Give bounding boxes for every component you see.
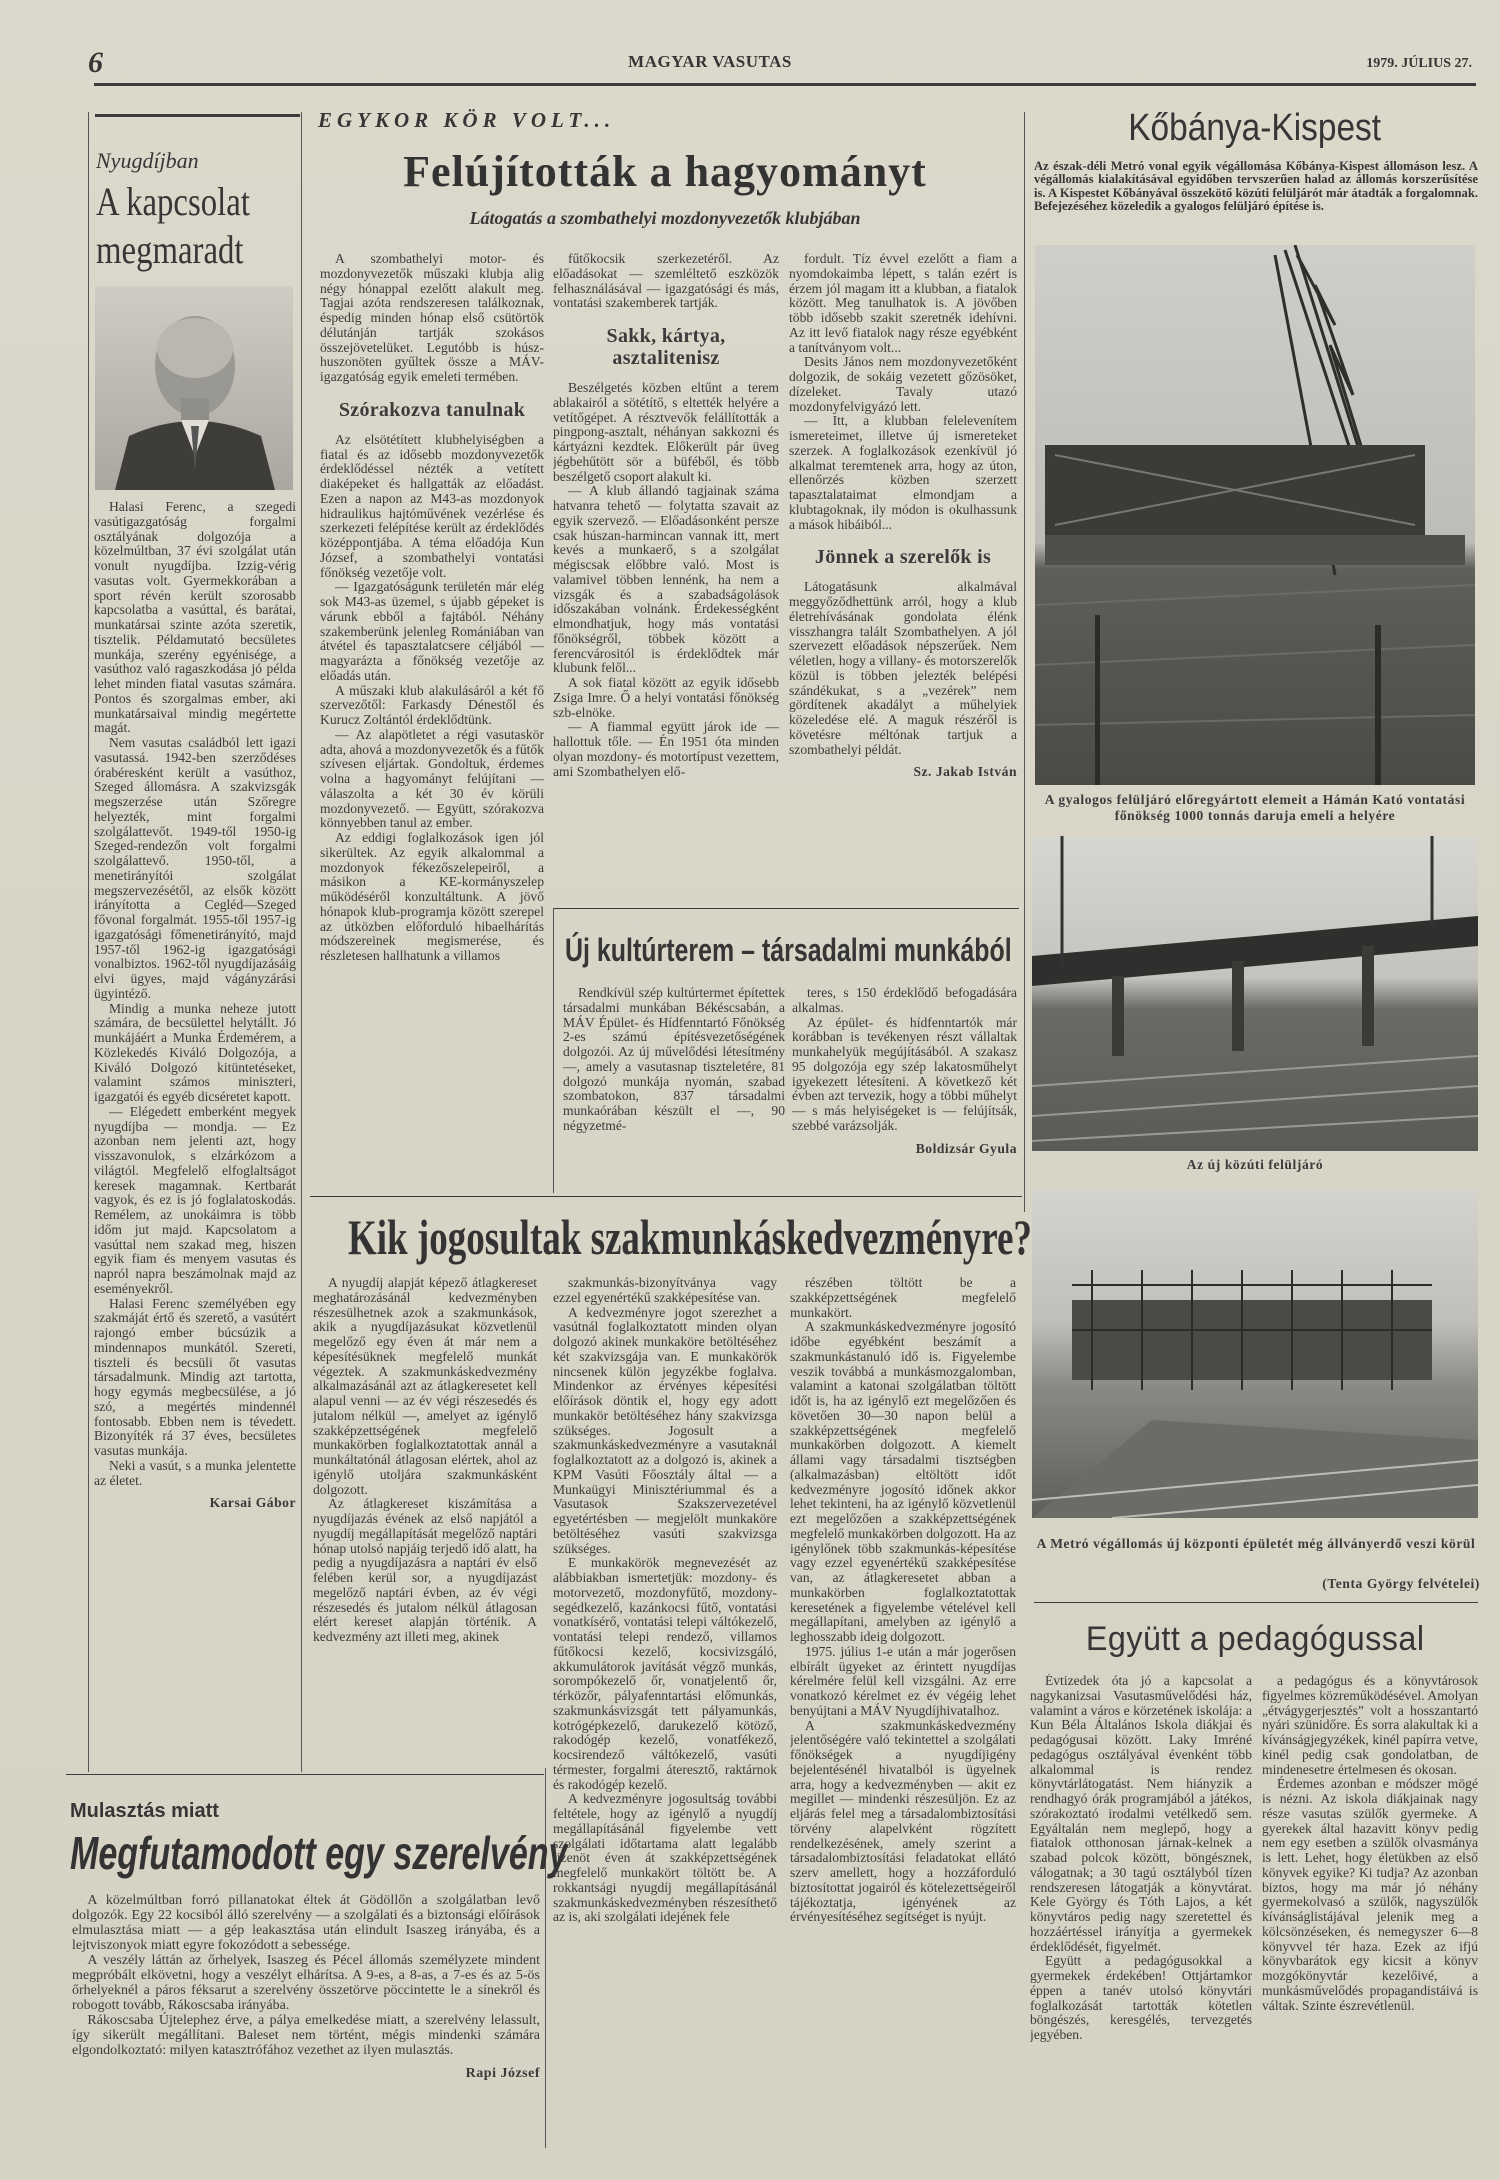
retirement-border-right xyxy=(301,112,302,1772)
portrait-image xyxy=(95,286,293,490)
road-overpass-image xyxy=(1032,836,1478,1151)
road-overpass-caption: Az új közúti felüljáró xyxy=(1186,1157,1324,1172)
skilled-column-divider xyxy=(545,1768,546,2148)
paragraph: a pedagógus és a könyvtárosok figyelmes közreműködésével. Amolyan „étvágygerjesztés” volt a hosszantartó nyári szünidőre. És sorra alakultak ki a kívánságjegyzékek, kinél papírra vetve, kinél pedig csak gondolatban, de mindenesetre értelmesen és okosan. xyxy=(1262,1674,1478,1777)
teachers-column-2 xyxy=(1262,1674,1478,2122)
culture-room-title: Új kultúrterem – társadalmi munkából xyxy=(565,932,1012,968)
paragraph: — A fiammal együtt járok ide — hallottuk tőle. — Én 1951 óta minden olyan mozdony- és motortípust vezettem, ami Szombathelyen elő- xyxy=(553,719,779,779)
runaway-kicker: Mulasztás miatt xyxy=(70,1800,219,1822)
paragraph: Beszélgetés közben eltűnt a terem ablakairól a sötétítő, s eltették helyére a vetítőgépet. A résztvevők felállították a pingpong-asztalt, néhányan sakkozni és kártyázni kezdtek. Előkerült pár üveg jégbehűtött sör a büféből, és több beszélgető csoport alakult ki. xyxy=(553,380,779,484)
paragraph: részében töltött be a szakképzettségének megfelelő munkakört. xyxy=(790,1276,1016,1320)
teachers-column-1 xyxy=(1030,1674,1252,2122)
retirement-body xyxy=(94,500,296,1766)
metro-terminal-image xyxy=(1032,1190,1478,1518)
paragraph: A műszaki klub alakulásáról a két fő szervezőtől: Farkasdy Dénestől és Kurucz Zoltántól érdeklődtünk. xyxy=(320,682,544,727)
author-byline: Rapi József xyxy=(465,2066,540,2081)
skilled-column-2 xyxy=(553,1276,777,2142)
teachers-headline xyxy=(1030,1620,1480,1659)
culture-room-top-rule xyxy=(553,908,1019,909)
metro-terminal-photo xyxy=(1032,1190,1478,1518)
header-rule xyxy=(94,83,1476,86)
road-overpass-photo xyxy=(1032,836,1478,1151)
paragraph: Látogatásunk alkalmával meggyőződhettünk arról, hogy a klub életrehívásának gondolata élénk visszhangra talált Szombathelyen. A jól szervezett előadások népszerűek. Nem véletlen, hogy a villany- és motorszerelők közül is többen jelezték belépési szándékukat, s a „vezérek” nem gördítenek akadályt a műhelyiek közeledése elé. A maguk részéről is követésre méltónak tartjuk a szombathelyi példát. xyxy=(789,579,1017,757)
paragraph: Érdemes azonban e módszer mögé is nézni. Az iskola diákjainak nagy része vasutas szülők gyermeke. A gyerekek által hazavitt könyv pedig nem egy esetben a szülők olvasmánya is lett. Lehet, hogy életükben az első könyvek egyike? Ki tudja? Az azonban biztos, hogy ma már jó néhány gyermekolvasó a szülők, nagyszülők kívánságlistájával jelenik meg a kölcsönzéseken, és nemegyszer 6—8 könyvvel tér haza. Ezek az ifjú könyvbarátok egy kicsit a könyv mozgókönyvtár kezelőivé, a munkásművelődés propagandistáivá is váltak. Szinte észrevétlenül. xyxy=(1262,1776,1478,2013)
portrait-photo xyxy=(95,286,293,490)
paragraph: Évtizedek óta jó a kapcsolat a nagykanizsai Vasutasművelődési ház, valamint a város e körzetének iskolája: a Kun Béla Általános Iskola diákjai és pedagógusai között. Laky Imréné pedagógus osztályával évenként több alkalommal is rendez könyvtárlátogatást. Nem hiányzik a rendhagyó órák programjából a játékos, szórakoztató irodalmi vetélkedő sem. Egyáltalán nem meglepő, hogy a fiatalok otthonosan járnak-kelnek a szabad polcok között, böngésznek, válogatnak; a 30 tagú osztályból tízen rendszeresen látogatják a könyvtárat. Kele György és Tóth Lajos, a két könyvtáros pedig nagy szeretettel és hozzáértéssel irányítja a gyermekek érdeklődését, figyelmét. xyxy=(1030,1674,1252,1954)
club-headline: Felújították a hagyományt xyxy=(403,147,927,196)
paragraph: Halasi Ferenc, a szegedi vasútigazgatóság forgalmi osztályának dolgozója a közelmúltban, 37 évi szolgálat után vonult nyugdíjba. Izzig-vérig vasutas volt. Gyermekkorában a sport révén került szorosabb kapcsolatba a vasúttal, és barátai, munkatársai szinte azóta szeretik, tisztelik. Példamutató becsületes munkája, szerény egyénisége, a vasúthoz való ragaszkodása jó példa lehet minden fiatal vasutas számára. Pontos és szorgalmas ember, aki munkatársaival mindig megértette magát. xyxy=(94,500,296,736)
club-column-1 xyxy=(320,252,544,1187)
paragraph: Mindig a munka neheze jutott számára, de becsülettel helytállt. Jó munkájáért a Munka Érdemérem, a Közlekedés Kiváló Dolgozója, a Kiváló Dolgozó kitüntetéseket, valamint számos miniszteri, igazgatói és egyéb dicséretet kapott. xyxy=(94,1000,296,1104)
subheading: Jönnek a szerelők is xyxy=(814,546,992,569)
paragraph: fűtőkocsik szerkezetéről. Az előadásokat — szemléltető eszközök felhasználásával — igazgatósági és más, vontatási szakemberek tartják. xyxy=(553,252,779,311)
skilled-top-rule xyxy=(310,1196,1022,1197)
crane-photo xyxy=(1035,245,1475,785)
paragraph: A kedvezményre jogot szerezhet a vasútnál foglalkoztatott minden olyan dolgozó akinek munkaköre betöltéséhez két szakvizsgája van. E munkakörök nincsenek külön jegyzékbe foglalva. Mindenkor az érvényes képesítési előírások döntik el, hogy egy adott munkakör betöltéséhez hány szakvizsga szükséges. Jogosult a szakmunkáskedvezményre a vasutaknál foglalkoztatott az a dolgozó is, akinek a KPM Vasúti Főosztály által — a Munkaügyi Minisztériummal és a Vasutasok Szakszervezetével egyetértésben — megjelölt munkaköre betöltéséhez vasúti szakvizsga szükséges. xyxy=(553,1304,777,1556)
paragraph: Nem vasutas családból lett igazi vasutassá. 1942-ben szerződéses órabéresként került a vasúthoz, Szeged állomásra. A szakvizsgák megszerzése után Szőregre helyezték, mint forgalmi szolgálattevőt. 1949-től 1950-ig Szeged-rendezőn volt forgalmi szolgálattevő. 1950-től, a menetirányítói szolgálat megszervezésétől, az elsők között irányította a Cegléd—Szeged fővonal forgalmát. 1955-től 1957-ig igazgatósági főmenetirányító, majd 1957-től 1962-ig igazgatósági vonalbiztos. 1962-től nyugdíjazásáig elvi ügyes, majd vágányzárási ügyintéző. xyxy=(94,735,296,1001)
teachers-top-rule xyxy=(1034,1602,1478,1603)
paragraph: Együtt a pedagógusokkal a gyermekek érdekében! Ottjártamkor éppen a tanév utolsó könyvtári foglalkozását tartották kötetlen böngészés, keresgélés, tervezgetés jegyében. xyxy=(1030,1953,1252,2042)
kobanya-title: Kőbánya-Kispest xyxy=(1128,107,1382,149)
crane-image xyxy=(1035,245,1475,785)
paragraph: — Az alapötletet a régi vasutaskör adta, ahová a mozdonyvezetők és a fűtők szívesen eljártak. Gondoltuk, érdemes volna a hagyományt felújítani — válaszolta a két 30 év körüli mozdonyvezető. — Együtt, szórakozva könnyebben tanul az ember. xyxy=(320,726,544,831)
paragraph: A nyugdíj alapját képező átlagkereset meghatározásánál kedvezményben részesülhetnek azok a szakmunkások, akik a nyugdíjazásukat közvetlenül megelőző egy éven át már nem a képesítésüknek megfelelő munkát végeztek. A szakmunkáskedvezmény alkalmazásánál azt az átlagkeresetet kell alapul venni — az év végi részesedés és jutalom nélkül —, amelyet az igénylő szakképzettségének megfelelő munkakörben foglalkoztatottak annál a munkáltatónál átlagosan elértek, ahol az igénylő utoljára szakmunkásként dolgozott. xyxy=(313,1276,537,1497)
paragraph: Az elsötétített klubhelyiségben a fiatal és az idősebb mozdonyvezetők érdeklődéssel nézték a vetített diaképeket és hallgatták az előadást. Ezen a napon az M43-as mozdonyok hidraulikus hajtóművének vezérlése és szerkezeti felépítése került az érdeklődés középpontjába. A téma előadója Kun József, a szombathelyi vontatási főnökség vezetője volt. xyxy=(320,431,544,580)
paragraph: szakmunkás-bizonyítványa vagy ezzel egyenértékű szakképesítése van. xyxy=(553,1276,777,1305)
retirement-title-line1: A kapcsolat xyxy=(96,179,250,224)
paragraph: A veszély láttán az őrhelyek, Isaszeg és Pécel állomás személyzete mindent megpróbált elkövetni, hogy a veszélyt elhárítsa. A 9-es, a 8-as, a 7-es és az 5-ös őrhelyeknél a páros féksarut a szerelvény összetörve pöccintette le a sínekről és robogott tovább, Rákoscsaba irányába. xyxy=(72,1953,540,2013)
club-subtitle: Látogatás a szombathelyi mozdonyvezetők klubjában xyxy=(469,208,861,228)
paragraph: A szakmunkáskedvezményre jogosító időbe egyébként beszámít a szakmunkástanuló idő is. Figyelembe veszik továbbá a munkásmozgalomban, valamint a katonai szolgálatban töltött időt is, ha az igénylő ezt megelőzően és követően 30—30 napon belül a szakképzettségének megfelelő munkakörben dolgozott. A kiemelt állami vagy társadalmi tisztségben (alkalmazásban) eltöltött időt kedvezményre jogosító időnek akkor lehet tekinteni, ha az igénylő közvetlenül ezt megelőzően a szakképzettségének megfelelő munkakörben dolgozott. Ha az igénylőnek több szakmunkás-képesítése vagy ezzel egyenértékű szakképesítése van, az átlagkeresetet abban a munkakörben foglalkoztatottak keresetének a figyelembe vételével kell megállapítani, amelyben az igénylő a leghosszabb ideig dolgozott. xyxy=(790,1319,1016,1644)
author-byline: Karsai Gábor xyxy=(209,1495,296,1511)
culture-room-column-2 xyxy=(792,986,1017,1188)
subheading: Szórakozva tanulnak xyxy=(338,398,526,421)
kobanya-headline xyxy=(1030,106,1480,150)
paragraph: A kedvezményre jogosultság további feltétele, hogy az igénylő a nyugdíj megállapításánál figyelembe vett szolgálati időtartama alatt legalább tizenöt éven át szakképzettségének megfelelő munkakört töltött be. A rokkantsági nyugdíj megállapításánál szakmunkáskedvezményben részesíthető az is, aki szolgálati idejének fele xyxy=(553,1791,777,1925)
runaway-headline xyxy=(70,1826,742,1880)
paragraph: teres, s 150 érdeklődő befogadására alkalmas. xyxy=(792,986,1017,1015)
retirement-kicker: Nyugdíjban xyxy=(96,148,199,173)
paragraph: fordult. Tíz évvel ezelőtt a fiam a nyomdokaimba lépett, s talán ezért is érzem jól magam itt a klubban, a fiatalok között. Meg tanulhatok is. A jövőben több idősebb szakit szeretnék idehívni. Az itt levő fiatalok nagy része egyébként a tanítványom volt... xyxy=(789,252,1017,355)
subheading: Sakk, kártya, asztalitenisz xyxy=(606,325,726,369)
page-number: 6 xyxy=(88,46,103,79)
paragraph: Rákoscsaba Újtelephez érve, a pálya emelkedése miatt, a szerelvény lelassult, így sikerült megállítani. Baleset nem történt, mégis mindenki számára elgondolkoztató: milyen katasztrófához vezethet az ilyen mulasztás. xyxy=(72,2013,540,2058)
paragraph: — Elégedett emberként megyek nyugdíjba — mondja. — Ez azonban nem jelenti azt, hogy visszavonulok, s elzárkózom a világtól. Megfelelő elfoglaltságot keresek magamnak. Kertbarát vagyok, és ez is jó foglalatoskodás. Remélem, az unokáimra is több időm jut majd. Kapcsolatom a vasúttal nem szakad meg, hiszen egyik fiam és menyem vasutas és napról napra beszámolnak majd az eseményekről. xyxy=(94,1103,296,1296)
runaway-title: Megfutamodott egy szerelvény xyxy=(70,1827,568,1879)
runaway-top-rule xyxy=(66,1774,544,1775)
paragraph: — Igazgatóságunk területén már elég sok M43-as üzemel, s újabb gépeket is várunk ebből a fajtából. Néhány szakemberünk jelenleg Romániában van átvétel és tapasztalatcsere céljából — magyarázta a főnökség vezetője az előadás után. xyxy=(320,579,544,683)
paragraph: Az épület- és hídfenntartók már korábban is tevékenyen részt vállaltak munkahelyük megújításából. A szakasz 95 dolgozója egy szép lakatosműhelyt igyekezett létesíteni. A következő két évben azt tervezik, hogy a többi műhelyt — s más helyiségeket is — felújítsák, szebbé varázsolják. xyxy=(792,1014,1017,1133)
paragraph: 1975. július 1-e után a már jogerősen elbírált ügyeket az érintett nyugdíjas kérelmére felül kell vizsgálni. Az erre vonatkozó kérelmet ez év végéig lehet benyújtani a MÁV Nyugdíjhivatalhoz. xyxy=(790,1643,1016,1718)
club-kicker: EGYKOR KÖR VOLT... xyxy=(318,108,616,132)
photo-credit: (Tenta György felvételei) xyxy=(1322,1576,1480,1591)
paragraph: A közelmúltban forró pillanatokat éltek át Gödöllőn a szolgálatban levő dolgozók. Egy 22 kocsiból álló szerelvény — a szolgálati és a biztonsági előírások elmulasztása miatt — a gép leakasztása után elindult Isaszeg irányába, és a lejtviszonyok miatt egyre fokozódott a sebessége. xyxy=(72,1893,540,1953)
paragraph: Neki a vasút, s a munka jelentette az életet. xyxy=(94,1457,296,1488)
culture-room-column-1 xyxy=(563,986,785,1188)
runaway-body xyxy=(72,1893,540,2153)
masthead: MAGYAR VASUTAS xyxy=(628,52,792,71)
paragraph: Az eddigi foglalkozások igen jól sikerültek. Az egyik alkalommal a mozdonyok fékezőszelepeiről, a másikon a KE-kormányszelep működéséről konzultáltunk. A jövő hónapok klub-programja között szerepel az útközben előforduló hibaelhárítás módszereinek megismerése, és részletesen hallhatunk a villamos xyxy=(320,830,544,963)
paragraph: A szakmunkáskedvezmény jelentőségére való tekintettel a szolgálati főnökségek a nyugdíjigény bejelentésénél hivatalból is ügyelnek arra, hogy a kedvezményben — akit ez megillet — mindenki részesüljön. Ez az eljárás felel meg a társadalombiztosítási törvény alapelvként rögzített rendelkezésének, amely szerint a társadalombiztosítási feladatokat ellátó szerv amellett, hogy a hozzáforduló biztosítottat jogairól és kötelezettségeiről tájékoztatja, igényének az érvényesítéséhez segítséget is nyújt. xyxy=(790,1717,1016,1925)
skilled-title: Kik jogosultak szakmunkáskedvezményre? xyxy=(348,1209,1032,1265)
paragraph: Desits János nem mozdonyvezetőként dolgozik, de sokáig vezetett gőzösöket, dízeleket. Tavaly utazó mozdonyfelvigyázó lett. xyxy=(789,354,1017,414)
paragraph: A sok fiatal között az egyik idősebb Zsiga Imre. Ő a helyi vontatási főnökség szb-elnöke. xyxy=(553,675,779,720)
paragraph: Az átlagkereset kiszámítása a nyugdíjazás évének az első napjától a nyugdíj megállapítását megelőző naptári hónap utolsó napjáig terjedő idő alatt, ha pedig a nyugdíjazásra a naptári év első felében kerül sor, a nyugdíjazást megelőző naptári évben, az év végi részesedés és jutalom nélkül átlagosan elért kereset alapján történik. A kedvezmény azt illeti meg, akinek xyxy=(313,1496,537,1644)
retirement-title-line2: megmaradt xyxy=(96,227,244,272)
paragraph: E munkakörök megnevezését az alábbiakban ismertetjük: mozdony- és motorvezető, mozdonyfűtő, mozdony-segédkezelő, kazánkocsi fűtő, vontatási vonatkísérő, vontatási telepi váltókezelő, vontatási telepi rendező, villamos fűtőkocsi kezelő, kocsivizsgáló, akkumulátorok javítását végző munkás, sorompókezelő őr, vonatjelentő őr, térközőr, pályafenntartási előmunkás, szakmunkásvizsgát tett pályamunkás, kotrógépkezelő, darukezelő kötöző, rakodógép kezelő, vonatfékező, kocsirendező váltókezelő, vasúti térmester, forgalmi áteresztő, raktárnok és rakodógép kezelő. xyxy=(553,1555,777,1792)
paragraph: — A klub állandó tagjainak száma hatvanra tehető — folytatta szavait az egyik szervező. — Előadásonként persze csak húszan-harmincan vannak itt, mert kevés a munkaerő, s a szolgálat mégiscsak előbbre való. Most is valamivel többen lennénk, ha nem a vizsgák és a szabadságolások időszakában volnánk. Érdekességként elmondhatjuk, hogy más vontatási főnökségről, többek között a ferencvárositól is érdeklődtek már klubunk felől... xyxy=(553,483,779,676)
paragraph: Rendkívül szép kultúrtermet építettek társadalmi munkában Békéscsabán, a MÁV Épület- és Hídfenntartó Főnökség 2-es számú építésvezetőségének dolgozói. Az új művelődési létesítmény —, amely a vasutasnap tiszteletére, 81 dolgozó munkája nyomán, szabad szombatokon, 837 társadalmi munkaórában készült el —, 90 négyzetmé- xyxy=(563,986,785,1133)
skilled-column-1 xyxy=(313,1276,537,1764)
club-right-border xyxy=(1024,112,1025,1212)
issue-date: 1979. JÚLIUS 27. xyxy=(1366,56,1472,71)
retirement-top-bar xyxy=(95,114,300,117)
retirement-border-left xyxy=(88,112,89,1772)
author-byline: Boldizsár Gyula xyxy=(915,1140,1017,1156)
teachers-title: Együtt a pedagógussal xyxy=(1085,1620,1425,1658)
culture-room-left-border xyxy=(553,908,554,1193)
club-column-3 xyxy=(789,252,1017,897)
author-byline: Sz. Jakab István xyxy=(913,764,1017,780)
kobanya-lead: Az észak-déli Metró vonal egyik végállomása Kőbánya-Kispest állomáson lesz. A végállomás kialakításával egyidőben tervszerűen halad az állomás korszerűsítése is. A Kispestet Kőbányával összekötő közúti felüljárót már átadták a forgalomnak. Befejezéséhez közeledik a gyalogos felüljáró építése is. xyxy=(1034,159,1478,214)
paragraph: Halasi Ferenc személyében egy szakmáját értő és szerető, a vasútért rajongó ember búcsúzik a mindennapos munkától. Szereti, tiszteli és becsüli őt vasutas társadalmunk. Mindig azt tartotta, hogy egymás megbecsülése, a jó szó, a megértés mindennél fontosabb. Ebben nem is tévedett. Bizonyíték rá 37 éves, becsületes vasutas munkája. xyxy=(94,1295,296,1458)
paragraph: A szombathelyi motor- és mozdonyvezetők műszaki klubja alig négy hónappal ezelőtt alakult meg. Tagjai azóta rendszeresen találkoznak, éspedig minden hónap első csütörtök délutánján tartják szokásos összejövetelüket. Legutóbb is húsz-huszonöten gyűltek össze a MÁV-igazgatóság egyik emeleti termében. xyxy=(320,252,544,384)
skilled-column-3 xyxy=(790,1276,1016,2142)
club-column-2 xyxy=(553,252,779,897)
crane-photo-caption: A gyalogos felüljáró előregyártott elemeit a Hámán Kató vontatási főnökség 1000 tonnás daruja emeli a helyére xyxy=(1044,792,1466,823)
metro-terminal-caption: A Metró végállomás új központi épületét még állványerdő veszi körül xyxy=(1036,1536,1476,1551)
paragraph: — Itt, a klubban felelevenítem ismereteimet, illetve új ismereteket szerzek. A foglalkozások ezenkívül jó alkalmat teremtenek arra, hogy az úton, ellenőrzés közben szerzett tapasztalataimat elmondjam a klubtagoknak, ily módon is okulhassunk a mások hibáiból... xyxy=(789,413,1017,532)
retirement-title xyxy=(96,178,301,274)
